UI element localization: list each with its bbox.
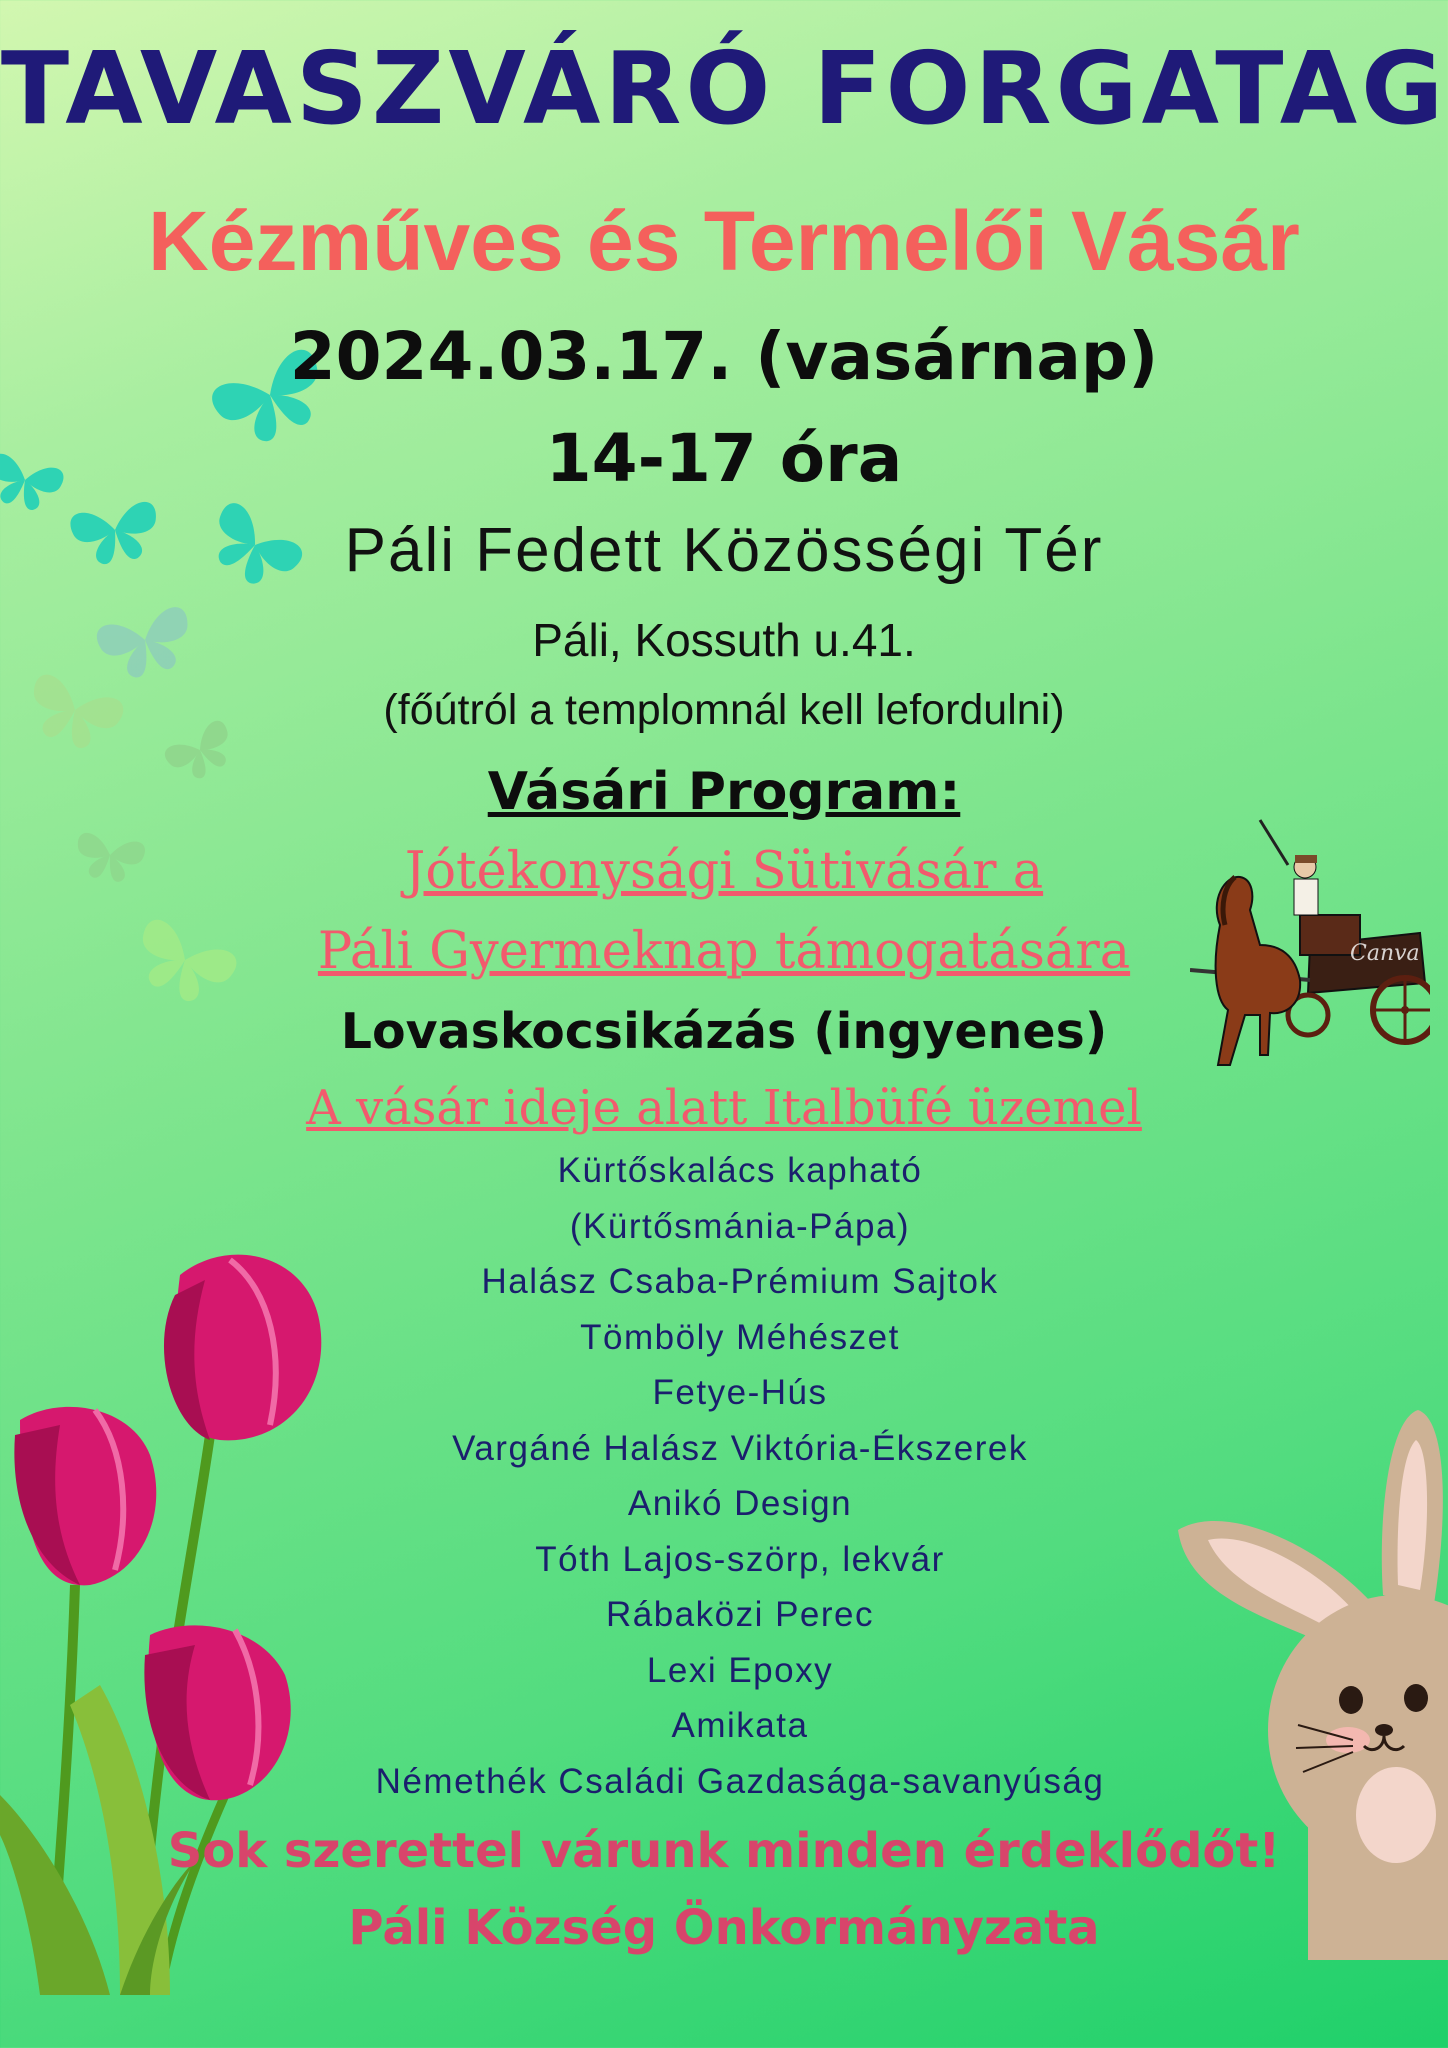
charity-bake-sale-line-1: Jótékonysági Sütivásár a — [404, 842, 1044, 901]
event-hours: 14-17 óra — [545, 420, 903, 497]
closing-message: Sok szerettel várunk minden érdeklődőt! — [167, 1823, 1281, 1879]
vendor-item: Némethék Családi Gazdasága-savanyúság — [375, 1761, 1105, 1801]
vendor-item: Kürtőskalács kapható — [557, 1151, 923, 1190]
vendor-item: Fetye-Hús — [652, 1373, 828, 1412]
vendor-item: (Kürtősmánia-Pápa) — [569, 1206, 911, 1246]
vendor-item: Rábaközi Perec — [605, 1595, 875, 1634]
vendor-item: Anikó Design — [627, 1484, 853, 1523]
event-directions: (főútról a templomnál kell lefordulni) — [383, 686, 1065, 734]
event-subtitle: Kézműves és Termelői Vásár — [148, 194, 1300, 288]
vendor-item: Tömböly Méhészet — [580, 1317, 900, 1357]
vendor-item: Halász Csaba-Prémium Sajtok — [481, 1262, 999, 1301]
drinks-bar-notice: A vásár ideje alatt Italbüfé üzemel — [306, 1080, 1142, 1136]
event-address: Páli, Kossuth u.41. — [532, 614, 916, 666]
event-venue: Páli Fedett Közösségi Tér — [344, 516, 1104, 585]
vendor-item: Lexi Epoxy — [646, 1650, 834, 1690]
event-title: TAVASZVÁRÓ FORGATAG — [0, 30, 1448, 147]
vendor-item: Vargáné Halász Viktória-Ékszerek — [452, 1428, 1028, 1468]
charity-bake-sale-line-2: Páli Gyermeknap támogatására — [317, 922, 1131, 981]
vendor-item: Tóth Lajos-szörp, lekvár — [535, 1539, 945, 1579]
program-heading: Vásári Program: — [487, 762, 961, 822]
vendor-list — [0, 1143, 1448, 1809]
organizer-name: Páli Község Önkormányzata — [348, 1900, 1100, 1956]
carriage-ride-notice: Lovaskocsikázás (ingyenes) — [340, 1003, 1108, 1060]
event-date: 2024.03.17. (vasárnap) — [289, 318, 1159, 395]
vendor-item: Amikata — [671, 1706, 809, 1745]
canva-watermark: Canva — [1350, 941, 1420, 966]
